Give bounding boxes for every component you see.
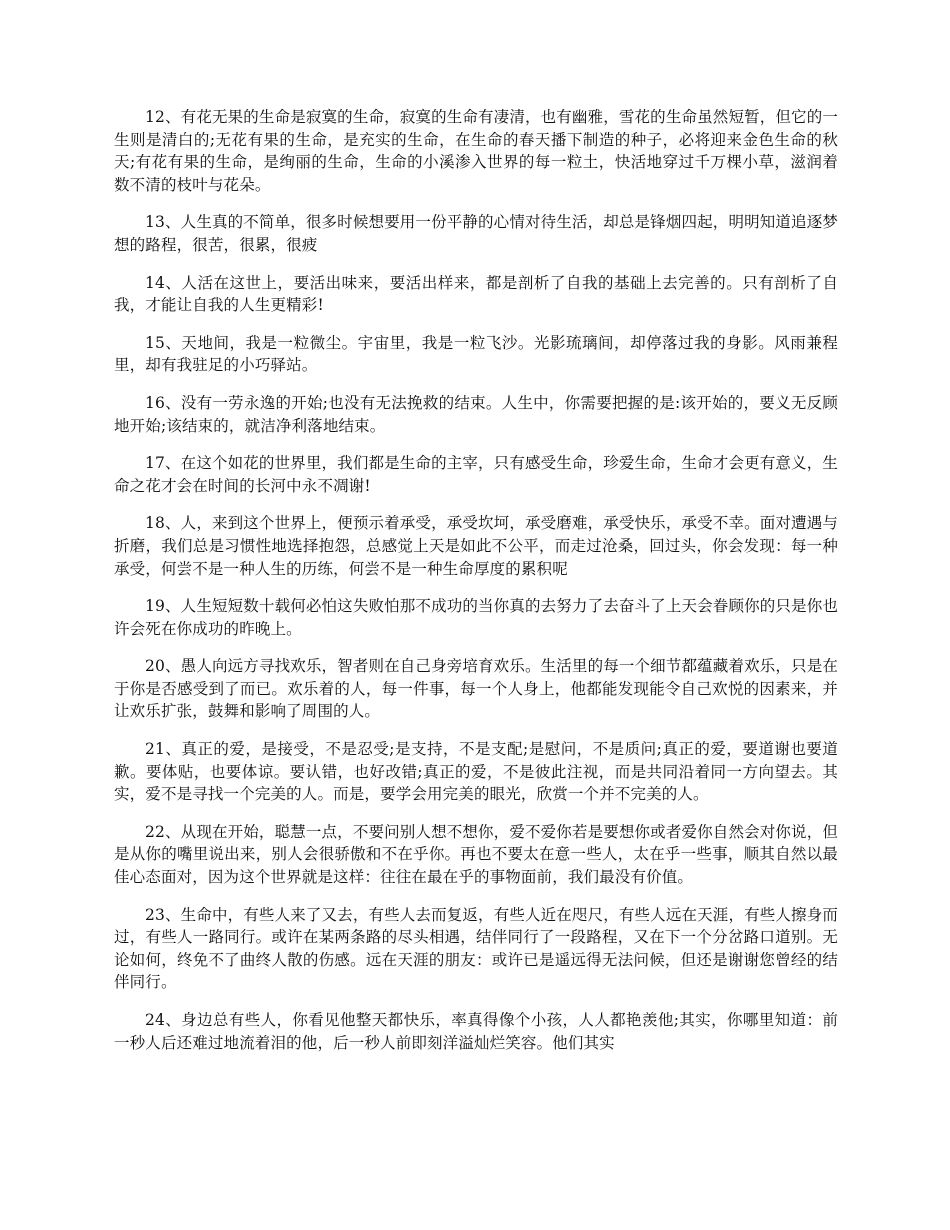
paragraph-17: 17、在这个如花的世界里，我们都是生命的主宰，只有感受生命，珍爱生命，生命才会更有意义，生命之花才会在时间的长河中永不凋谢! [114,454,838,495]
paragraph-21: 21、真正的爱，是接受，不是忍受;是支持，不是支配;是慰问，不是质问;真正的爱，要道谢也要道歉。要体贴，也要体谅。要认错，也好改错;真正的爱，不是彼此注视，而是共同沿着同一方向望去。其实，爱不是寻找一个完美的人。而是，要学会用完美的眼光，欣赏一个并不完美的人。 [114,740,838,804]
paragraph-19: 19、人生短短数十载何必怕这失败怕那不成功的当你真的去努力了去奋斗了上天会眷顾你的只是你也许会死在你成功的昨晚上。 [114,597,838,638]
paragraph-12: 12、有花无果的生命是寂寞的生命，寂寞的生命有凄清，也有幽雅，雪花的生命虽然短暂，但它的一生则是清白的;无花有果的生命，是充实的生命，在生命的春天播下制造的种子，必将迎来金色生命的秋天;有花有果的生命，是绚丽的生命，生命的小溪渗入世界的每一粒土，快活地穿过千万棵小草，滋润着数不清的枝叶与花朵。 [114,108,838,194]
paragraph-18: 18、人，来到这个世界上，便预示着承受，承受坎坷，承受磨难，承受快乐，承受不幸。面对遭遇与折磨，我们总是习惯性地选择抱怨，总感觉上天是如此不公平，而走过沧桑，回过头，你会发现：每一种承受，何尝不是一种人生的历练，何尝不是一种生命厚度的累积呢 [114,514,838,578]
paragraph-13: 13、人生真的不简单，很多时候想要用一份平静的心情对待生活，却总是锋烟四起，明明知道追逐梦想的路程，很苦，很累，很疲 [114,213,838,254]
paragraph-22: 22、从现在开始，聪慧一点，不要问别人想不想你，爱不爱你若是要想你或者爱你自然会对你说，但是从你的嘴里说出来，别人会很骄傲和不在乎你。再也不要太在意一些人，太在乎一些事，顺其自然以最佳心态面对，因为这个世界就是这样：往往在最在乎的事物面前，我们最没有价值。 [114,822,838,887]
paragraph-15: 15、天地间，我是一粒微尘。宇宙里，我是一粒飞沙。光影琉璃间，却停落过我的身影。风雨兼程里，却有我驻足的小巧驿站。 [114,333,838,375]
paragraph-23: 23、生命中，有些人来了又去，有些人去而复返，有些人近在咫尺，有些人远在天涯，有些人擦身而过，有些人一路同行。或许在某两条路的尽头相遇，结伴同行了一段路程，又在下一个分岔路口道别。无论如何，终免不了曲终人散的伤感。远在天涯的朋友：或许已是遥远得无法问候，但还是谢谢您曾经的结伴同行。 [114,905,838,992]
paragraph-14: 14、人活在这世上，要活出味来，要活出样来，都是剖析了自我的基础上去完善的。只有剖析了自我，才能让自我的人生更精彩! [114,273,838,315]
paragraph-20: 20、愚人向远方寻找欢乐，智者则在自己身旁培育欢乐。生活里的每一个细节都蕴藏着欢乐，只是在于你是否感受到了而已。欢乐着的人，每一件事，每一个人身上，他都能发现能令自己欢悦的因素来，并让欢乐扩张，鼓舞和影响了周围的人。 [114,657,838,721]
document-body [114,106,838,1069]
paragraph-16: 16、没有一劳永逸的开始;也没有无法挽救的结束。人生中，你需要把握的是:该开始的，要义无反顾地开始;该结束的，就洁净利落地结束。 [114,393,838,435]
paragraph-24: 24、身边总有些人，你看见他整天都快乐，率真得像个小孩，人人都艳羡他;其实，你哪里知道：前一秒人后还难过地流着泪的他，后一秒人前即刻洋溢灿烂笑容。他们其实 [114,1011,838,1052]
